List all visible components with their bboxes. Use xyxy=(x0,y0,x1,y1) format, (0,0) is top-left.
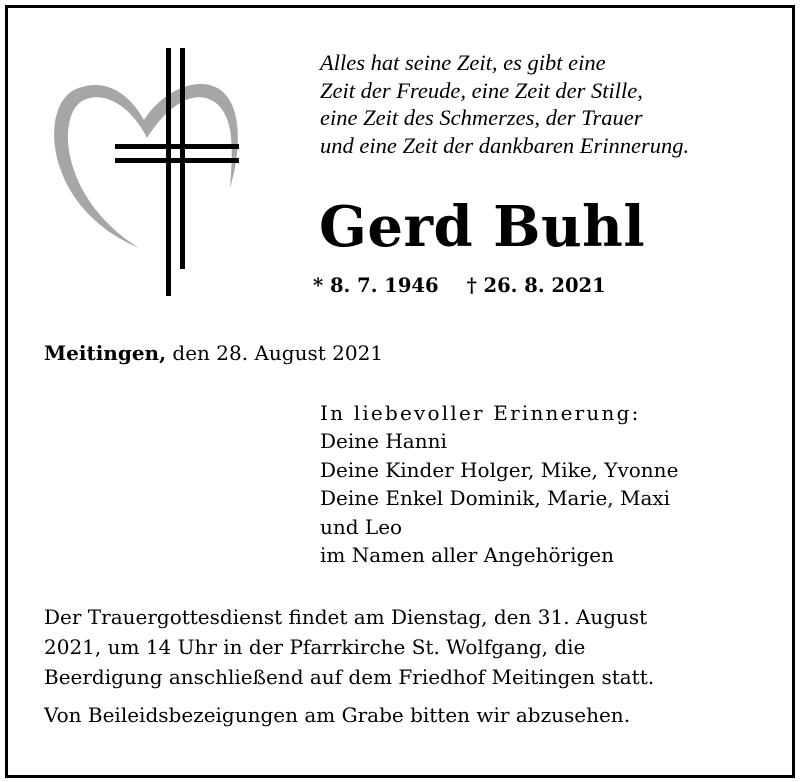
family-line: Deine Hanni xyxy=(320,429,447,454)
life-dates xyxy=(313,272,606,300)
family-heading: In liebevoller Erinnerung: xyxy=(320,401,641,425)
heart-cross-emblem xyxy=(44,48,244,300)
quote-line: und eine Zeit der dankbaren Erinnerung. xyxy=(320,132,690,158)
family-line: und Leo xyxy=(320,514,403,539)
family-line: im Namen aller Angehörigen xyxy=(320,542,615,567)
cross-icon xyxy=(115,48,239,296)
quote-verse xyxy=(320,49,689,159)
death-date: † 26. 8. 2021 xyxy=(466,274,606,297)
family-line: Deine Enkel Dominik, Marie, Maxi xyxy=(320,486,671,511)
quote-line: eine Zeit des Schmerzes, der Trauer xyxy=(320,105,643,130)
family-line: Deine Kinder Holger, Mike, Yvonne xyxy=(320,457,679,482)
place: Meitingen, xyxy=(44,341,167,365)
condolence-note: Von Beileidsbezeigungen am Grabe bitten wir abzusehen. xyxy=(44,703,631,727)
service-line: Der Trauergottesdienst findet am Dienstag, den 31. August xyxy=(44,605,648,629)
date: den 28. August 2021 xyxy=(172,341,384,365)
heart-icon xyxy=(54,84,238,248)
service-announcement xyxy=(44,602,654,692)
service-line: Beerdigung anschließend auf dem Friedhof Meitingen statt. xyxy=(44,665,655,689)
birth-date: * 8. 7. 1946 xyxy=(313,274,439,297)
family-signatures xyxy=(320,399,678,569)
quote-line: Alles hat seine Zeit, es gibt eine xyxy=(320,50,606,75)
service-line: 2021, um 14 Uhr in der Pfarrkirche St. Wolfgang, die xyxy=(44,635,586,659)
quote-line: Zeit der Freude, eine Zeit der Stille, xyxy=(320,77,643,103)
place-and-date xyxy=(44,338,383,368)
deceased-name: Gerd Buhl xyxy=(319,194,646,260)
